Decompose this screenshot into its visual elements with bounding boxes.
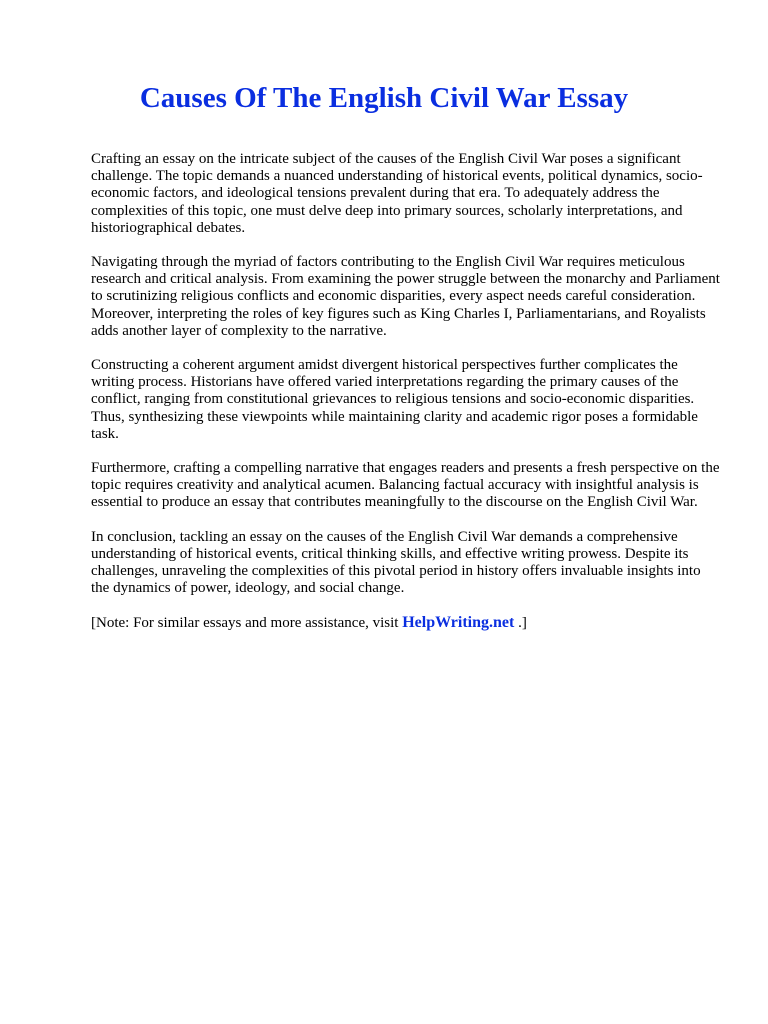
paragraph-3: Constructing a coherent argument amidst divergent historical perspectives further complicates the writing process. Historians have offered varied interpretations regarding the primary causes of the conflict, ranging from constitutional grievances to religious tensions and socio-economic disparities. Thus, synthesizing these viewpoints while maintaining clarity and academic rigor poses a formidable task. xyxy=(91,357,698,442)
helpwriting-link[interactable]: HelpWriting.net xyxy=(402,614,515,632)
paragraph-2: Navigating through the myriad of factors contributing to the English Civil War requires meticulous research and critical analysis. From examining the power struggle between the monarchy and Parliament to scrutinizing religious conflicts and economic disparities, every aspect needs careful consideration. Moreover, interpreting the roles of key figures such as King Charles I, Parliamentarians, and Royalists adds another layer of complexity to the narrative. xyxy=(91,254,720,339)
note-prefix: [Note: For similar essays and more assistance, visit xyxy=(91,615,403,632)
paragraph-1: Crafting an essay on the intricate subject of the causes of the English Civil War poses a significant challenge. The topic demands a nuanced understanding of historical events, political dynamics, socio-economic factors, and ideological tensions prevalent during that era. To adequately address the complexities of this topic, one must delve deep into primary sources, scholarly interpretations, and historiographical debates. xyxy=(91,151,703,236)
note-paragraph xyxy=(91,614,720,632)
note-suffix: .] xyxy=(514,615,527,632)
paragraph-5: In conclusion, tackling an essay on the causes of the English Civil War demands a comprehensive understanding of historical events, critical thinking skills, and effective writing prowess. Despite its challenges, unraveling the complexities of this pivotal period in history offers invaluable insights into the dynamics of power, ideology, and social change. xyxy=(91,528,701,597)
paragraph-4: Furthermore, crafting a compelling narrative that engages readers and presents a fresh perspective on the topic requires creativity and analytical acumen. Balancing factual accuracy with insightful analysis is essential to produce an essay that contributes meaningfully to the discourse on the English Civil War. xyxy=(91,460,720,511)
document-title: Causes Of The English Civil War Essay xyxy=(139,82,629,114)
